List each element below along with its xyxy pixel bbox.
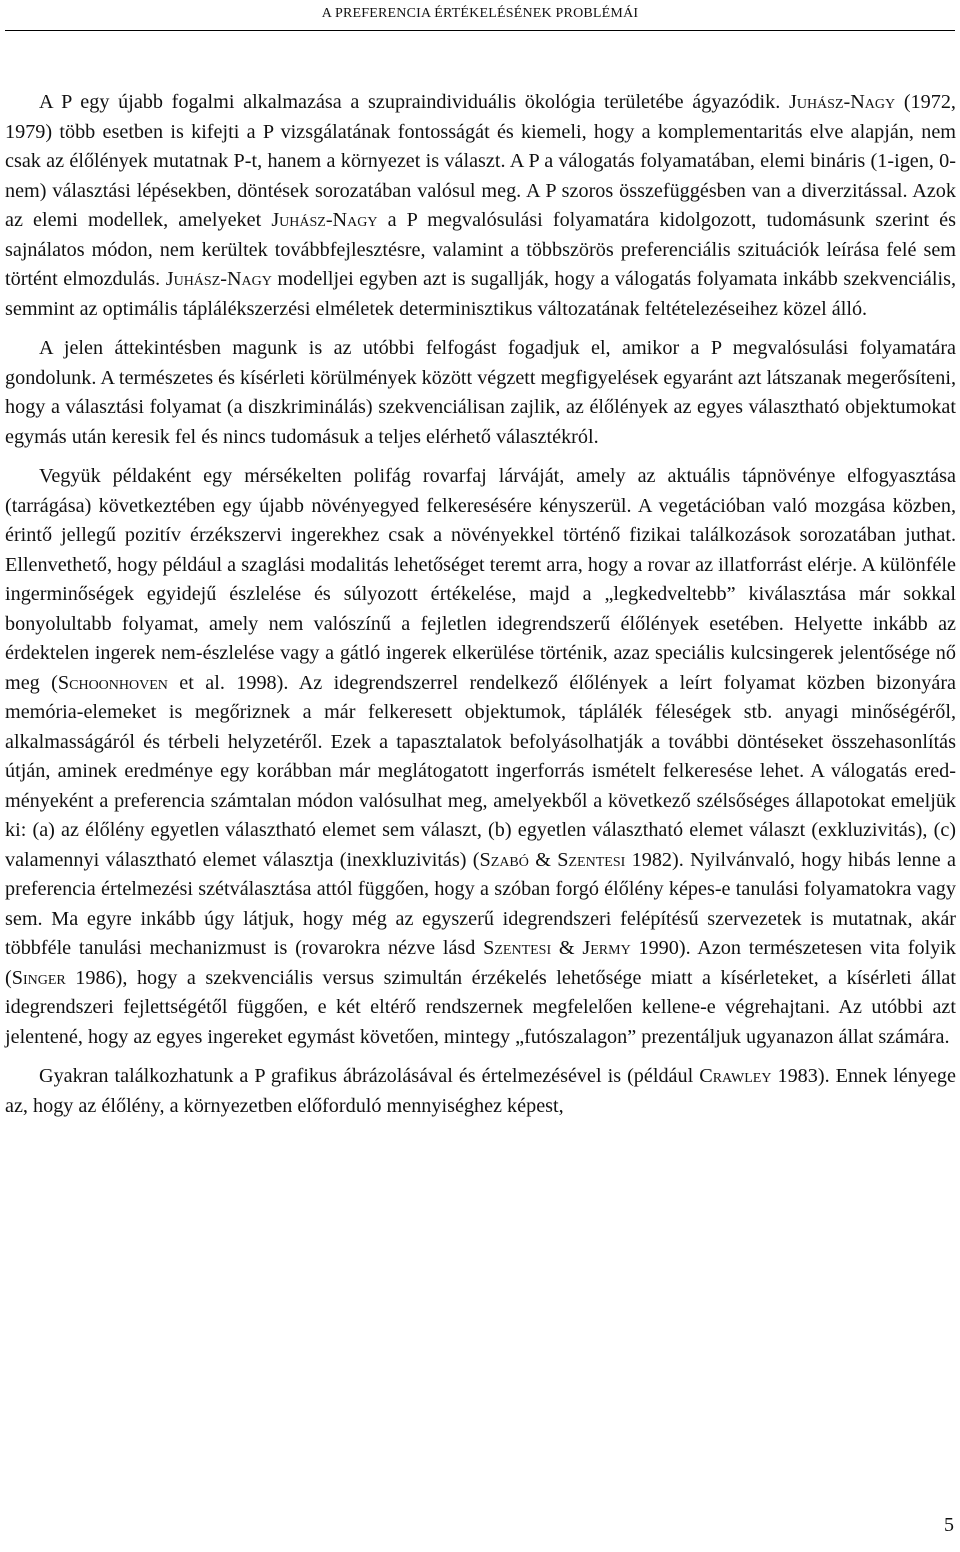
paragraph: [5, 1062, 956, 1121]
author-name: Singer: [11, 966, 66, 989]
author-name: Juhász-Nagy: [271, 209, 378, 231]
text-run: &: [551, 937, 583, 959]
text-run: a P megvalósulási folyamatára kidolgozott, tudomásunk szerint és sajnálatos módon, nem kerültek továbbfejlesztésre, valamint a többszörös preferenciális szituációk leírása felé sem történt elmozdulás.: [5, 209, 956, 290]
text-run: &: [528, 848, 558, 871]
text-run: 1986), hogy a szekvenciális versus szimultán érzékelés lehetősége miatt a kísérleteket, a kísérleti állat idegrendszeri fejlettségétől függően, e két eltérő rendszernek megfelelően kellene-e végrehajtani. Az utóbbi azt jelentené, hogy az egyes ingereket egymást követően, mintegy „futószalagon” prezentáljuk ugyanazon állat számára.: [5, 966, 956, 1048]
text-run: Vegyük példaként egy mérsékelten polifág rovarfaj lárváját, amely az aktuális tápnövénye elfogyasztása (tarrágása) következtében egy újabb növényegyed felkeresésére kényszerül. A vegetációban való mozgása közben, érintő jellegű pozitív érzékszervi ingerekhez csak a növényekkel történő fizikai találkozások sorozatában juthat. Ellenvethető, hogy például a szaglási modalitás lehetőséget teremt arra, hogy a rovar az illatforrást elérje. A különféle ingerminőségek egyidejű észlelése és súlyozott értékelése, majd a „legkedveltebb” kiválasztása már sokkal bonyolultabb folyamat, amely nem valószínű a fejletlen idegrendszerű élőlények esetében. Helyette inkább az érdektelen ingerek nem-észlelése vagy a gátló ingerek elkerülése történik, azaz speciális kulcsingerek jelentősége nő meg (: [5, 465, 956, 694]
text-run: modelljei egyben azt is sugallják, hogy a válogatás folyamata inkább szekvenciális, semmint az optimális táplálékszerzési elméletek determinisztikus változatának feltételezéseihez közel álló.: [5, 268, 957, 320]
author-name: Szabó: [479, 848, 529, 871]
author-name: Juhász-Nagy: [165, 268, 272, 290]
header-rule: [5, 30, 955, 31]
text-run: A P egy újabb fogalmi alkalmazása a szupraindividuális ökológia területébe ágyazódik.: [39, 91, 789, 113]
author-name: Szentesi: [557, 848, 626, 871]
author-name: Szentesi: [483, 937, 552, 959]
author-name: Juhász-Nagy: [788, 91, 896, 113]
author-name: Schoonhoven: [57, 671, 168, 694]
page-number: 5: [944, 1514, 954, 1536]
text-run: et al. 1998). Az idegrendszerrel rendelkező élőlények a leírt folyamat közben bizonyára memória-elemeket is megőriznek a már felkeresett objektumok, táplálék féleségek stb. anyagi minőségéről, alkalmasságáról és térbeli helyzetéről. Ezek a tapasztalatok befolyásolhatják a további döntéseket összehasonlítás útján, aminek eredménye egy korábban már meglátogatott ingerforrás ismételt felkeresése lehet. A válogatás eredményeként a preferencia számtalan módon valósulhat meg, amelyekből a következő szélsőséges állapotokat emeljük ki: (a) az élőlény egyetlen választható elemet sem választ, (b) egyetlen választható elemet választ (exkluzivitás), (c) valamennyi választható elemet választja (inexkluzivitás) (: [5, 671, 957, 871]
running-header: [0, 6, 960, 22]
paragraph: [5, 88, 956, 324]
text-run: 1982). Nyilvánvaló, hogy hibás lenne a preferencia értelmezési szétválasztása attól függően, hogy a szóban forgó élőlény képes-e tanulási folyamatokra vagy sem. Ma egyre inkább úgy látjuk, hogy még az egyszerű idegrendszeri felépítésű szervezetek is mutatnak, akár többféle tanulási mechanizmust is (rovarokra nézve lásd: [5, 848, 956, 959]
text-run: A jelen áttekintésben magunk is az utóbbi felfogást fogadjuk el, amikor a P megvalósulási folyamatára gondolunk. A természetes és kísérleti körülmények között végzett megfigyelések egyaránt azt látszanak megerősíteni, hogy a választási folyamat (a diszkriminálás) szekvenciálisan zajlik, az élőlények az egyes választható objektumokat egymás után keresik fel és nincs tudomásuk a teljes elérhető választékról.: [5, 337, 956, 448]
author-name: Jermy: [582, 937, 631, 959]
text-run: 1983). Ennek lényege az, hogy az élőlény, a környezetben előforduló mennyiséghez képest,: [5, 1065, 956, 1117]
running-title: A PREFERENCIA ÉRTÉKELÉSÉNEK PROBLÉMÁI: [321, 6, 639, 21]
text-run: 1990). Azon természetesen vita folyik (: [5, 937, 956, 989]
paragraph: [5, 334, 956, 452]
body-text: [5, 88, 956, 1131]
author-name: Crawley: [699, 1065, 772, 1087]
text-run: Gyakran találkozhatunk a P grafikus ábrázolásával és értelmezésével is (például: [39, 1065, 700, 1087]
paragraph: [5, 462, 956, 1052]
text-run: (1972, 1979) több esetben is kifejti a P vizsgálatának fontosságát és kiemeli, hogy a komplementaritás elve alapján, nem csak az élőlények mutatnak P-t, hanem a környezet is választ. A P a válogatás folyamatában, elemi bináris (1-igen, 0-nem) választási lépésekben, döntések sorozatában valósul meg. A P szoros összefüggésben van a diverzitással. Azok az elemi modellek, amelyeket: [5, 91, 956, 231]
